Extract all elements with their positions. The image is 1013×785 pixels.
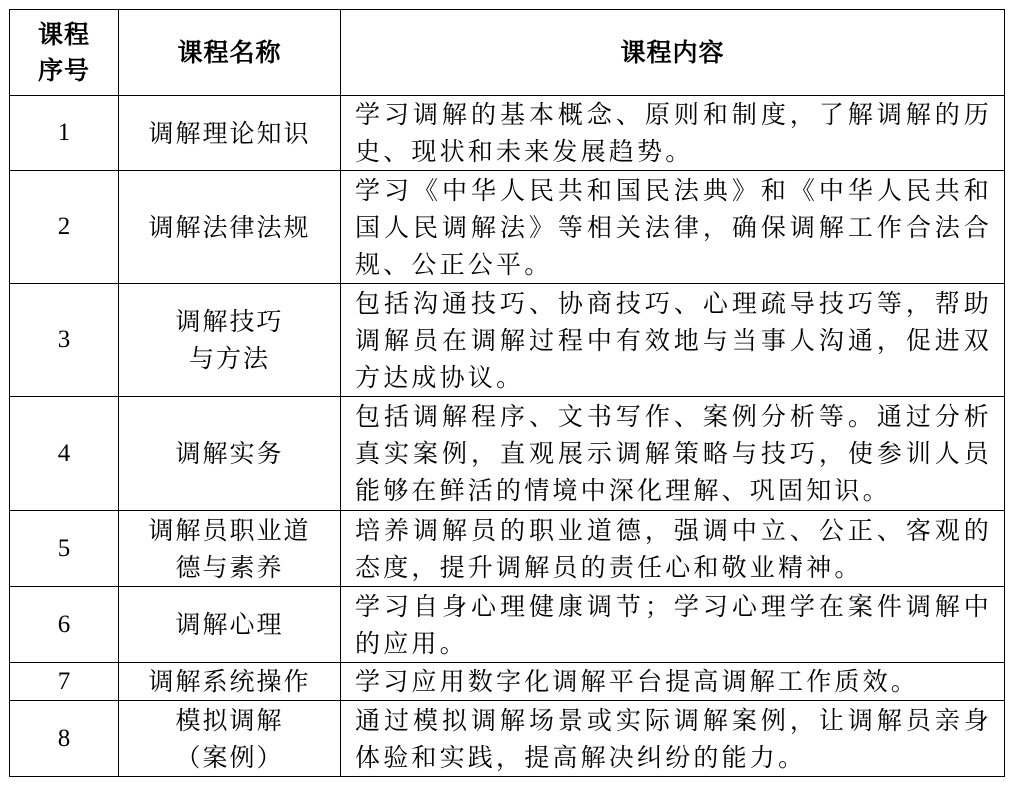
- course-name: [119, 663, 341, 701]
- course-name: [119, 171, 341, 284]
- course-name: [119, 397, 341, 511]
- course-content: 学习自身心理健康调节；学习心理学在案件调解中的应用。: [341, 587, 1005, 663]
- course-number: 6: [10, 587, 119, 663]
- header-course-number-line1: 课程: [37, 19, 90, 49]
- course-content: 学习调解的基本概念、原则和制度，了解调解的历史、现状和未来发展趋势。: [341, 96, 1005, 171]
- header-course-number: [10, 10, 119, 96]
- course-content: 包括沟通技巧、协商技巧、心理疏导技巧等，帮助调解员在调解过程中有效地与当事人沟通，促进双方达成协议。: [341, 284, 1005, 397]
- course-name-line: 与方法: [188, 344, 270, 373]
- table-row: [10, 511, 1005, 587]
- table-row: [10, 701, 1005, 777]
- course-number: 8: [10, 701, 119, 777]
- table-row: [10, 587, 1005, 663]
- course-content: 包括调解程序、文书写作、案例分析等。通过分析真实案例，直观展示调解策略与技巧，使参训人员能够在鲜活的情境中深化理解、巩固知识。: [341, 397, 1005, 511]
- course-name-line: （案例）: [175, 742, 284, 772]
- course-number: 5: [10, 511, 119, 587]
- course-name: [119, 587, 341, 663]
- course-number: 4: [10, 397, 119, 511]
- header-course-content: 课程内容: [341, 10, 1005, 96]
- course-number: 7: [10, 663, 119, 701]
- course-name-line: 调解心理: [175, 610, 284, 639]
- table-row: [10, 171, 1005, 284]
- course-content: 通过模拟调解场景或实际调解案例，让调解员亲身体验和实践，提高解决纠纷的能力。: [341, 701, 1005, 777]
- course-name: [119, 96, 341, 171]
- table-row: [10, 397, 1005, 511]
- course-name-line: 调解理论知识: [148, 118, 311, 148]
- header-course-number-line2: 序号: [37, 55, 90, 85]
- course-name: [119, 284, 341, 397]
- course-table: [9, 9, 1005, 777]
- table-row: [10, 663, 1005, 701]
- course-content: 学习应用数字化调解平台提高调解工作质效。: [341, 663, 1005, 701]
- course-content: 培养调解员的职业道德，强调中立、公正、客观的态度，提升调解员的责任心和敬业精神。: [341, 511, 1005, 587]
- header-course-name: 课程名称: [119, 10, 341, 96]
- course-name: [119, 701, 341, 777]
- course-number: 1: [10, 96, 119, 171]
- course-name-line: 调解法律法规: [148, 212, 311, 242]
- course-name-line: 调解技巧: [175, 307, 284, 336]
- course-name-line: 调解员职业道: [148, 515, 311, 545]
- course-content: 学习《中华人民共和国民法典》和《中华人民共和国人民调解法》等相关法律，确保调解工作合法合规、公正公平。: [341, 171, 1005, 284]
- course-number: 3: [10, 284, 119, 397]
- table-row: [10, 284, 1005, 397]
- header-row: [10, 10, 1005, 96]
- table-row: [10, 96, 1005, 171]
- course-name-line: 调解实务: [175, 439, 284, 468]
- course-name-line: 模拟调解: [175, 705, 284, 735]
- course-name-line: 德与素养: [175, 552, 284, 582]
- course-name-line: 调解系统操作: [148, 667, 311, 696]
- course-number: 2: [10, 171, 119, 284]
- course-name: [119, 511, 341, 587]
